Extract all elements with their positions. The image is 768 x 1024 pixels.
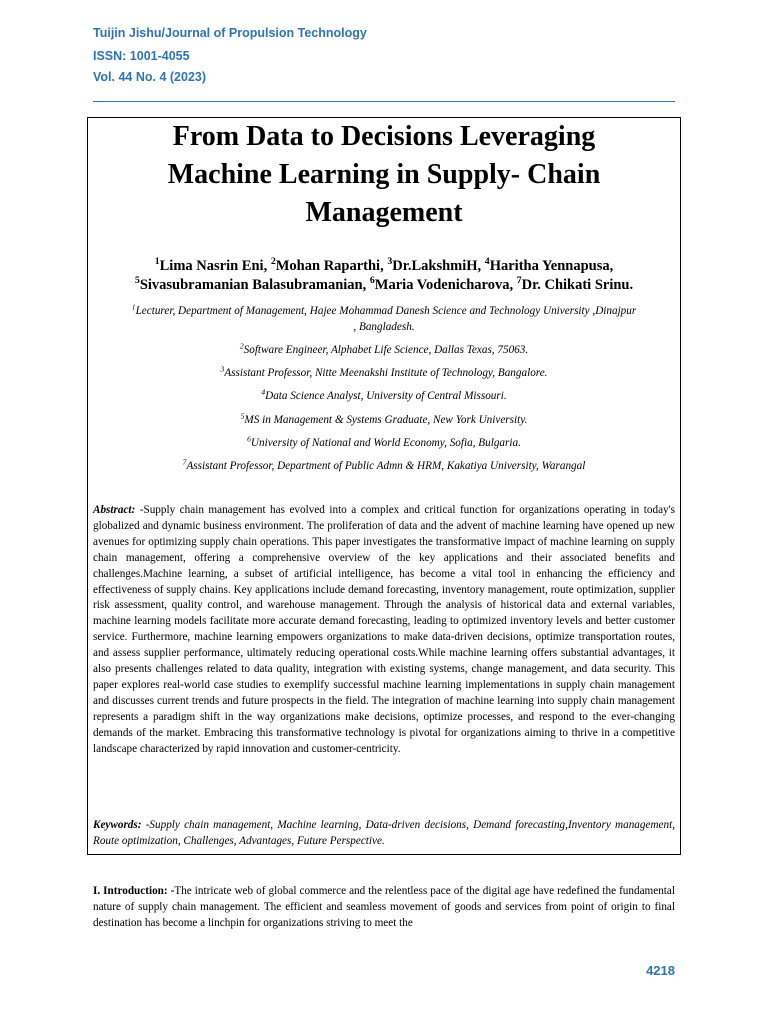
- author-name: Dr. Chikati Srinu.: [521, 277, 634, 293]
- header-divider: [93, 101, 675, 102]
- affiliation-2: $^2$Software Engineer, Alphabet Life Science, Dallas Texas, 75063.: [239, 341, 529, 356]
- title-line-1: From Data to Decisions Leveraging: [172, 121, 596, 152]
- intro-heading: I. Introduction: -: [93, 885, 175, 897]
- author-name: Dr.LakshmiH,: [392, 258, 485, 274]
- author-marker: 1: [154, 256, 160, 268]
- title-line-3: Management: [305, 197, 463, 228]
- affiliation-6: $^6$University of National and World Economy, Sofia, Bulgaria.: [247, 434, 521, 449]
- abstract-label: Abstract:: [93, 504, 136, 516]
- journal-name: Tuijin Jishu/Journal of Propulsion Technology: [93, 26, 367, 40]
- author-name: Maria Vodenicharova,: [374, 277, 517, 293]
- keywords-text: -Supply chain management, Machine learning, Data-driven decisions, Demand forecasting,Inventory management, Route optimization, Challenges, Advantages, Future Perspective.: [93, 819, 675, 847]
- author-name: Haritha Yennapusa,: [489, 258, 614, 274]
- keywords-label: Keywords:: [93, 819, 142, 831]
- author-marker: 2: [270, 256, 276, 268]
- author-marker: 6: [369, 275, 375, 287]
- affiliation-7: $^7$Assistant Professor, Department of Public Admn & HRM, Kakatiya University, Warangal: [182, 457, 586, 472]
- abstract-text: -Supply chain management has evolved into a complex and critical function for organizations operating in today's globalized and dynamic business environment. The proliferation of data and the advent of machine learning have opened up new avenues for optimizing supply chain operations. This paper investigates the transformative impact of machine learning on supply chain management, offering a comprehensive overview of the key applications and their associated benefits and challenges.Machine learning, a subset of artificial intelligence, has become a vital tool in enhancing the efficiency and effectiveness of supply chains. Key applications include demand forecasting, inventory management, route optimization, supplier risk assessment, quality control, and warehouse management. Through the analysis of historical data and external variables, machine learning models facilitate more accurate demand forecasting, leading to optimized inventory levels and better customer service. Furthermore, machine learning empowers organizations to make data-driven decisions, optimize transportation routes, and assess supplier performance, ultimately reducing operational costs.While machine learning offers substantial advantages, it also presents challenges related to data quality, integration with existing systems, change management, and data security. This paper explores real-world case studies to exemplify successful machine learning implementations in supply chain management and discusses current trends and future prospects in the field. The integration of machine learning into supply chain management represents a paradigm shift in the way organizations make decisions, optimize processes, and respond to the ever-changing demands of the market. Embracing this transformative technology is pivotal for organizations aiming to thrive in a competitive landscape characterized by rapid innovation and customer-centricity.: [93, 504, 675, 755]
- author-name: Sivasubramanian Balasubramanian,: [139, 277, 370, 293]
- author-line-2: [100, 275, 668, 295]
- affiliation-3: $^3$Assistant Professor, Nitte Meenakshi Institute of Technology, Bangalore.: [220, 364, 548, 379]
- introduction: [93, 883, 675, 931]
- author-marker: 7: [516, 275, 522, 287]
- author-name: Mohan Raparthi,: [275, 258, 388, 274]
- affiliation-5: $^5$MS in Management & Systems Graduate, New York University.: [240, 411, 528, 426]
- paper-title: [0, 118, 768, 232]
- journal-volume: Vol. 44 No. 4 (2023): [93, 70, 207, 84]
- page-number: 4218: [646, 963, 675, 978]
- title-line-2: Machine Learning in Supply- Chain: [167, 159, 601, 190]
- intro-text: The intricate web of global commerce and the relentless pace of the digital age have redefined the fundamental nature of supply chain management. The efficient and seamless movement of goods and services from point of origin to final destination has become a linchpin for organizations striving to meet the: [93, 885, 675, 929]
- journal-issn: ISSN: 1001-4055: [93, 49, 190, 63]
- author-marker: 4: [484, 256, 490, 268]
- author-marker: 5: [134, 275, 140, 287]
- abstract: [93, 503, 675, 758]
- keywords: [93, 818, 675, 850]
- affiliation-4: $^4$Data Science Analyst, University of Central Missouri.: [261, 387, 507, 402]
- author-marker: 3: [387, 256, 393, 268]
- author-name: Lima Nasrin Eni,: [159, 258, 271, 274]
- affiliation-1: $^1$Lecturer, Department of Management, Hajee Mohammad Danesh Science and Technology University ,Dinajpur , Bangladesh.: [131, 302, 637, 333]
- author-line-1: [100, 256, 668, 276]
